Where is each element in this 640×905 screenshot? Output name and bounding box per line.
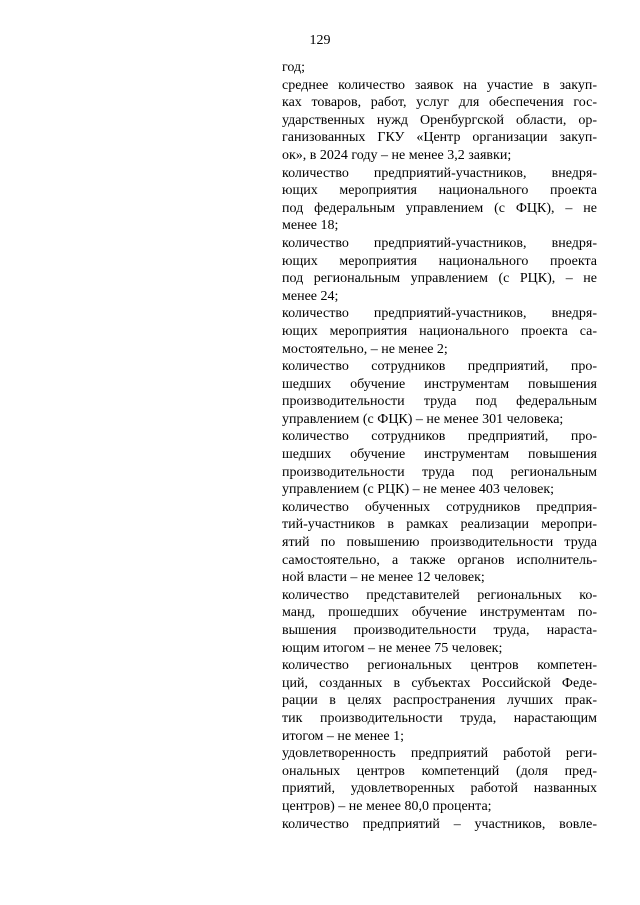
text-line: ющих мероприятия национального проекта [282, 253, 597, 269]
text-line: количество предприятий-участников, внедря- [282, 165, 597, 181]
text-line: количество предприятий-участников, внедря- [282, 235, 597, 251]
text-line: ганизованных ГКУ «Центр организации закуп- [282, 130, 597, 146]
text-line: центров) – не менее 80,0 процента; [282, 798, 492, 814]
text-line: ющим итогом – не менее 75 человек; [282, 640, 503, 656]
text-line: манд, прошедших обучение инструментам по- [282, 605, 597, 621]
text-line: управлением (с ФЦК) – не менее 301 человека; [282, 411, 564, 427]
text-line: количество региональных центров компетен- [282, 658, 597, 674]
text-line: удовлетворенность предприятий работой реги- [282, 746, 597, 762]
text-line: под федеральным управлением (с ФЦК), – не [282, 200, 597, 216]
text-line: шедших обучение инструментам повышения [282, 447, 597, 463]
text-line: рации в целях распространения лучших прак- [282, 693, 597, 709]
text-line: управлением (с РЦК) – не менее 403 человек; [282, 482, 555, 498]
text-line: ок», в 2024 году – не менее 3,2 заявки; [282, 147, 512, 163]
text-line: под региональным управлением (с РЦК), – не [282, 271, 597, 287]
text-line: производительности труда под федеральным [282, 394, 597, 410]
text-line: количество предприятий-участников, внедря- [282, 306, 597, 322]
text-line: менее 18; [282, 218, 339, 234]
text-line: мостоятельно, – не менее 2; [282, 341, 448, 357]
text-line: ций, созданных в субъектах Российской Феде- [282, 675, 597, 691]
text-line: вышения производительности труда, нараста- [282, 623, 597, 638]
text-line: ональных центров компетенций (доля пред- [282, 763, 597, 779]
text-line: тик производительности труда, нарастающим [282, 710, 597, 726]
text-line: производительности труда под региональным [282, 464, 597, 480]
text-line: количество представителей региональных ко- [282, 587, 597, 603]
text-line: приятий, удовлетворенных работой названных [282, 781, 597, 797]
text-line: ной власти – не менее 12 человек; [282, 570, 485, 586]
text-line: итогом – не менее 1; [282, 728, 405, 744]
text-line: ках товаров, работ, услуг для обеспечения гос- [282, 95, 597, 111]
text-line: год; [282, 60, 306, 75]
text-line: среднее количество заявок на участие в закуп- [282, 77, 597, 93]
text-line: ударственных нужд Оренбургской области, ор- [282, 112, 597, 128]
text-line: ющих мероприятия национального проекта са- [282, 323, 597, 339]
text-line: менее 24; [282, 288, 339, 304]
text-line: количество предприятий – участников, вовле- [282, 816, 597, 832]
text-line: самостоятельно, а также органов исполнитель- [282, 552, 597, 568]
text-line: количество сотрудников предприятий, про- [282, 359, 597, 375]
text-line: ятий по повышению производительности труда [282, 535, 597, 551]
text-line: количество обученных сотрудников предприя- [282, 499, 597, 515]
text-line: количество сотрудников предприятий, про- [282, 429, 597, 445]
text-line: шедших обучение инструментам повышения [282, 376, 597, 392]
text-line: тий-участников в рамках реализации меропри- [282, 517, 597, 533]
text-column [282, 59, 597, 833]
page-number: 129 [309, 33, 331, 48]
text-line: ющих мероприятия национального проекта [282, 183, 597, 199]
